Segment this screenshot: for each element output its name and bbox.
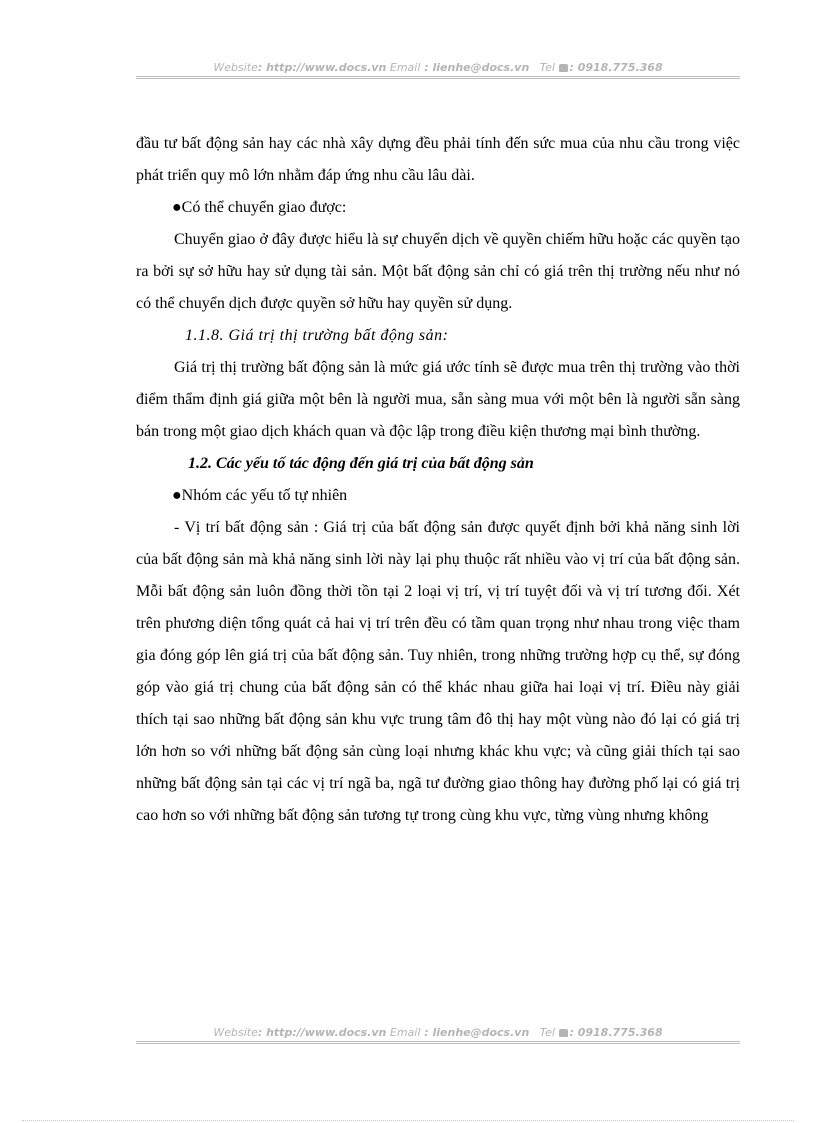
bullet-transferable: ●Có thể chuyển giao được: (172, 199, 347, 216)
page-content (136, 128, 740, 832)
footer-website-label: Website (213, 1026, 258, 1039)
phone-icon (559, 1029, 568, 1037)
header-email-sep: : (420, 61, 433, 74)
header-email-value[interactable]: lienhe@docs.vn (432, 61, 530, 74)
footer-divider (136, 1041, 740, 1044)
section-heading: 1.2. Các yếu tố tác động đến giá trị của bất động sản (188, 455, 534, 472)
header-tel-sep: : (569, 61, 578, 74)
footer-email-value[interactable]: lienhe@docs.vn (432, 1026, 530, 1039)
header-website-sep: : (257, 61, 267, 74)
footer-website-sep: : (257, 1026, 267, 1039)
phone-icon (559, 64, 568, 72)
paragraph-continuation: đầu tư bất động sản hay các nhà xây dựng đều phải tính đến sức mua của nhu cầu trong việc phát triển quy mô lớn nhằm đáp ứng nhu cầu lâu dài. (136, 135, 740, 184)
header-tel-label: Tel (539, 61, 555, 74)
page-footer (136, 1026, 740, 1040)
bullet-natural-factors: ●Nhóm các yếu tố tự nhiên (172, 487, 348, 504)
subheading-market-value: 1.1.8. Giá trị thị trường bất động sản: (185, 327, 449, 344)
footer-email-label: Email (389, 1026, 421, 1039)
header-website-label: Website (213, 61, 258, 74)
page-bottom-dotted-border (22, 1120, 794, 1121)
header-divider (136, 76, 740, 79)
paragraph-market-value: Giá trị thị trường bất động sản là mức giá ước tính sẽ được mua trên thị trường vào thời điểm thẩm định giá giữa một bên là người mua, sẵn sàng mua với một bên là người sẵn sàng bán trong một giao dịch khách quan và độc lập trong điều kiện thương mại bình thường. (136, 359, 740, 440)
header-tel-value: 0918.775.368 (577, 61, 663, 74)
paragraph-location: - Vị trí bất động sản : Giá trị của bất động sản được quyết định bởi khả năng sinh lời của bất động sản mà khả năng sinh lời này lại phụ thuộc rất nhiều vào vị trí của bất động sản. Mỗi bất động sản luôn đồng thời tồn tại 2 loại vị trí, vị trí tuyệt đối và vị trí tương đối. Xét trên phương diện tổng quát cả hai vị trí trên đều có tầm quan trọng như nhau trong việc tham gia đóng góp lên giá trị của bất động sản. Tuy nhiên, trong những trường hợp cụ thể, sự đóng góp vào giá trị chung của bất động sản có thể khác nhau giữa hai loại vị trí. Điều này giải thích tại sao những bất động sản khu vực trung tâm đô thị hay một vùng nào đó lại có giá trị lớn hơn so với những bất động sản cùng loại nhưng khác khu vực; và cũng giải thích tại sao những bất động sản tại các vị trí ngã ba, ngã tư đường giao thông hay đường phố lại có giá trị cao hơn so với những bất động sản tương tự trong cùng khu vực, từng vùng nhưng không (136, 519, 740, 824)
paragraph-transfer: Chuyển giao ở đây được hiểu là sự chuyển dịch về quyền chiếm hữu hoặc các quyền tạo ra bởi sự sở hữu hay sử dụng tài sản. Một bất động sản chỉ có giá trên thị trường nếu như nó có thể chuyển dịch được quyền sở hữu hay quyền sử dụng. (136, 231, 740, 312)
footer-tel-label: Tel (539, 1026, 555, 1039)
page-header (136, 61, 740, 75)
footer-tel-sep: : (569, 1026, 578, 1039)
footer-email-sep: : (420, 1026, 433, 1039)
footer-website-url[interactable]: http://www.docs.vn (266, 1026, 387, 1039)
header-website-url[interactable]: http://www.docs.vn (266, 61, 387, 74)
header-email-label: Email (389, 61, 421, 74)
footer-tel-value: 0918.775.368 (577, 1026, 663, 1039)
